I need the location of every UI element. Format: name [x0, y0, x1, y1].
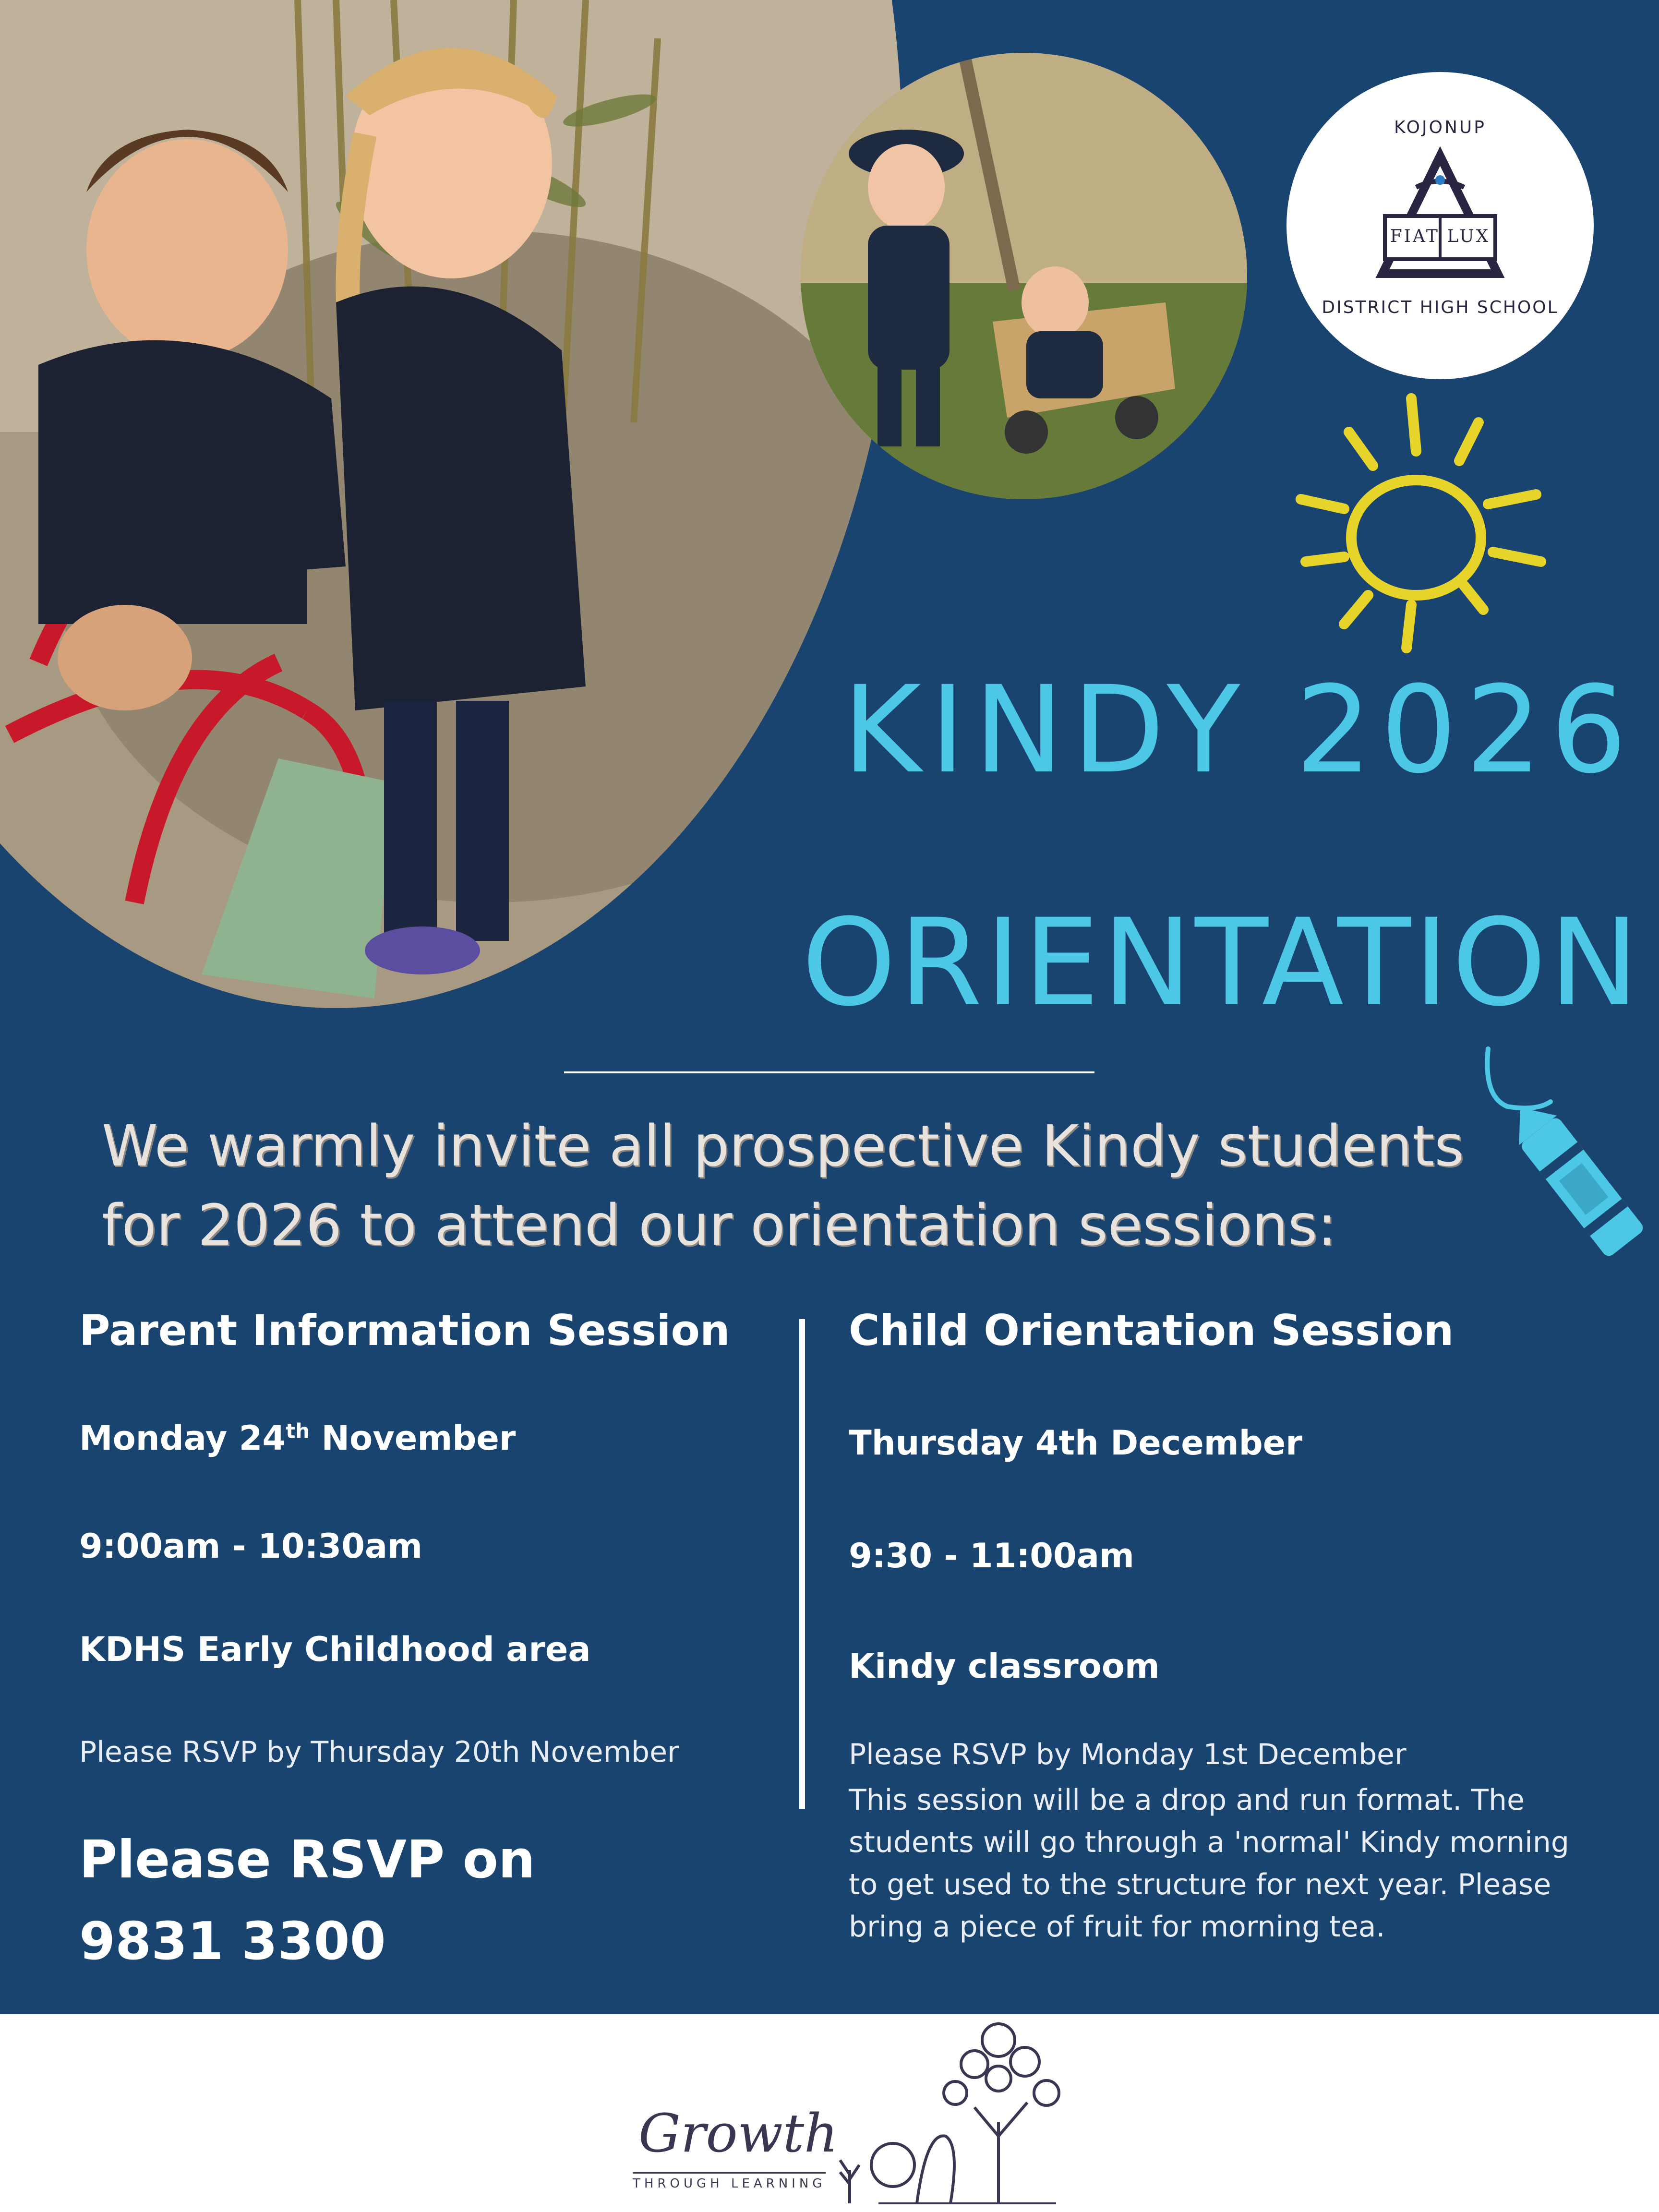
parent-session-heading: Parent Information Session: [79, 1306, 730, 1355]
tree-illustration-icon: [830, 2011, 1080, 2212]
parent-date-day: Monday 24: [79, 1419, 286, 1458]
column-divider: [799, 1319, 805, 1809]
parent-session-location: KDHS Early Childhood area: [79, 1630, 591, 1669]
invitation-line-1: We warmly invite all prospective Kindy students: [102, 1113, 1464, 1179]
child-session-location: Kindy classroom: [849, 1647, 1160, 1686]
parent-session-date: [79, 1419, 516, 1458]
parent-date-month: November: [310, 1419, 516, 1458]
title-divider: [564, 1071, 1094, 1073]
rsvp-call-line: Please RSVP on: [79, 1830, 535, 1890]
growth-brand-script: Growth: [638, 2103, 838, 2164]
growth-brand-sub: THROUGH LEARNING: [633, 2172, 826, 2191]
title-line-1: KINDY 2026: [842, 660, 1635, 800]
invitation-line-2: for 2026 to attend our orientation sessions:: [102, 1192, 1337, 1258]
title-line-2: ORIENTATION: [802, 893, 1642, 1033]
rsvp-call: [79, 1819, 535, 1983]
kids-cart-photo: [801, 53, 1247, 499]
kids-seesaw-photo: [0, 0, 902, 1008]
parent-session-time: 9:00am - 10:30am: [79, 1527, 423, 1566]
sun-doodle-icon: [1248, 379, 1584, 667]
school-logo: [1286, 72, 1594, 379]
parent-session-rsvp: Please RSVP by Thursday 20th November: [79, 1735, 679, 1769]
parent-date-suffix: th: [286, 1419, 310, 1443]
logo-text-bottom: DISTRICT HIGH SCHOOL: [1322, 298, 1559, 317]
child-session-heading: Child Orientation Session: [849, 1306, 1454, 1355]
child-session-date: Thursday 4th December: [849, 1423, 1302, 1463]
logo-book-text: FIAT LUX: [1390, 227, 1491, 246]
rsvp-phone: 9831 3300: [79, 1911, 386, 1972]
invitation-text: [102, 1106, 1566, 1265]
logo-text-top: KOJONUP: [1394, 118, 1486, 137]
child-session-rsvp: Please RSVP by Monday 1st December: [849, 1738, 1407, 1771]
child-session-note: This session will be a drop and run format. The students will go through a 'normal' Kindy morning to get used to the structure for next year. Please bring a piece of fruit for morning tea.: [849, 1783, 1569, 1944]
child-session-time: 9:30 - 11:00am: [849, 1536, 1134, 1575]
